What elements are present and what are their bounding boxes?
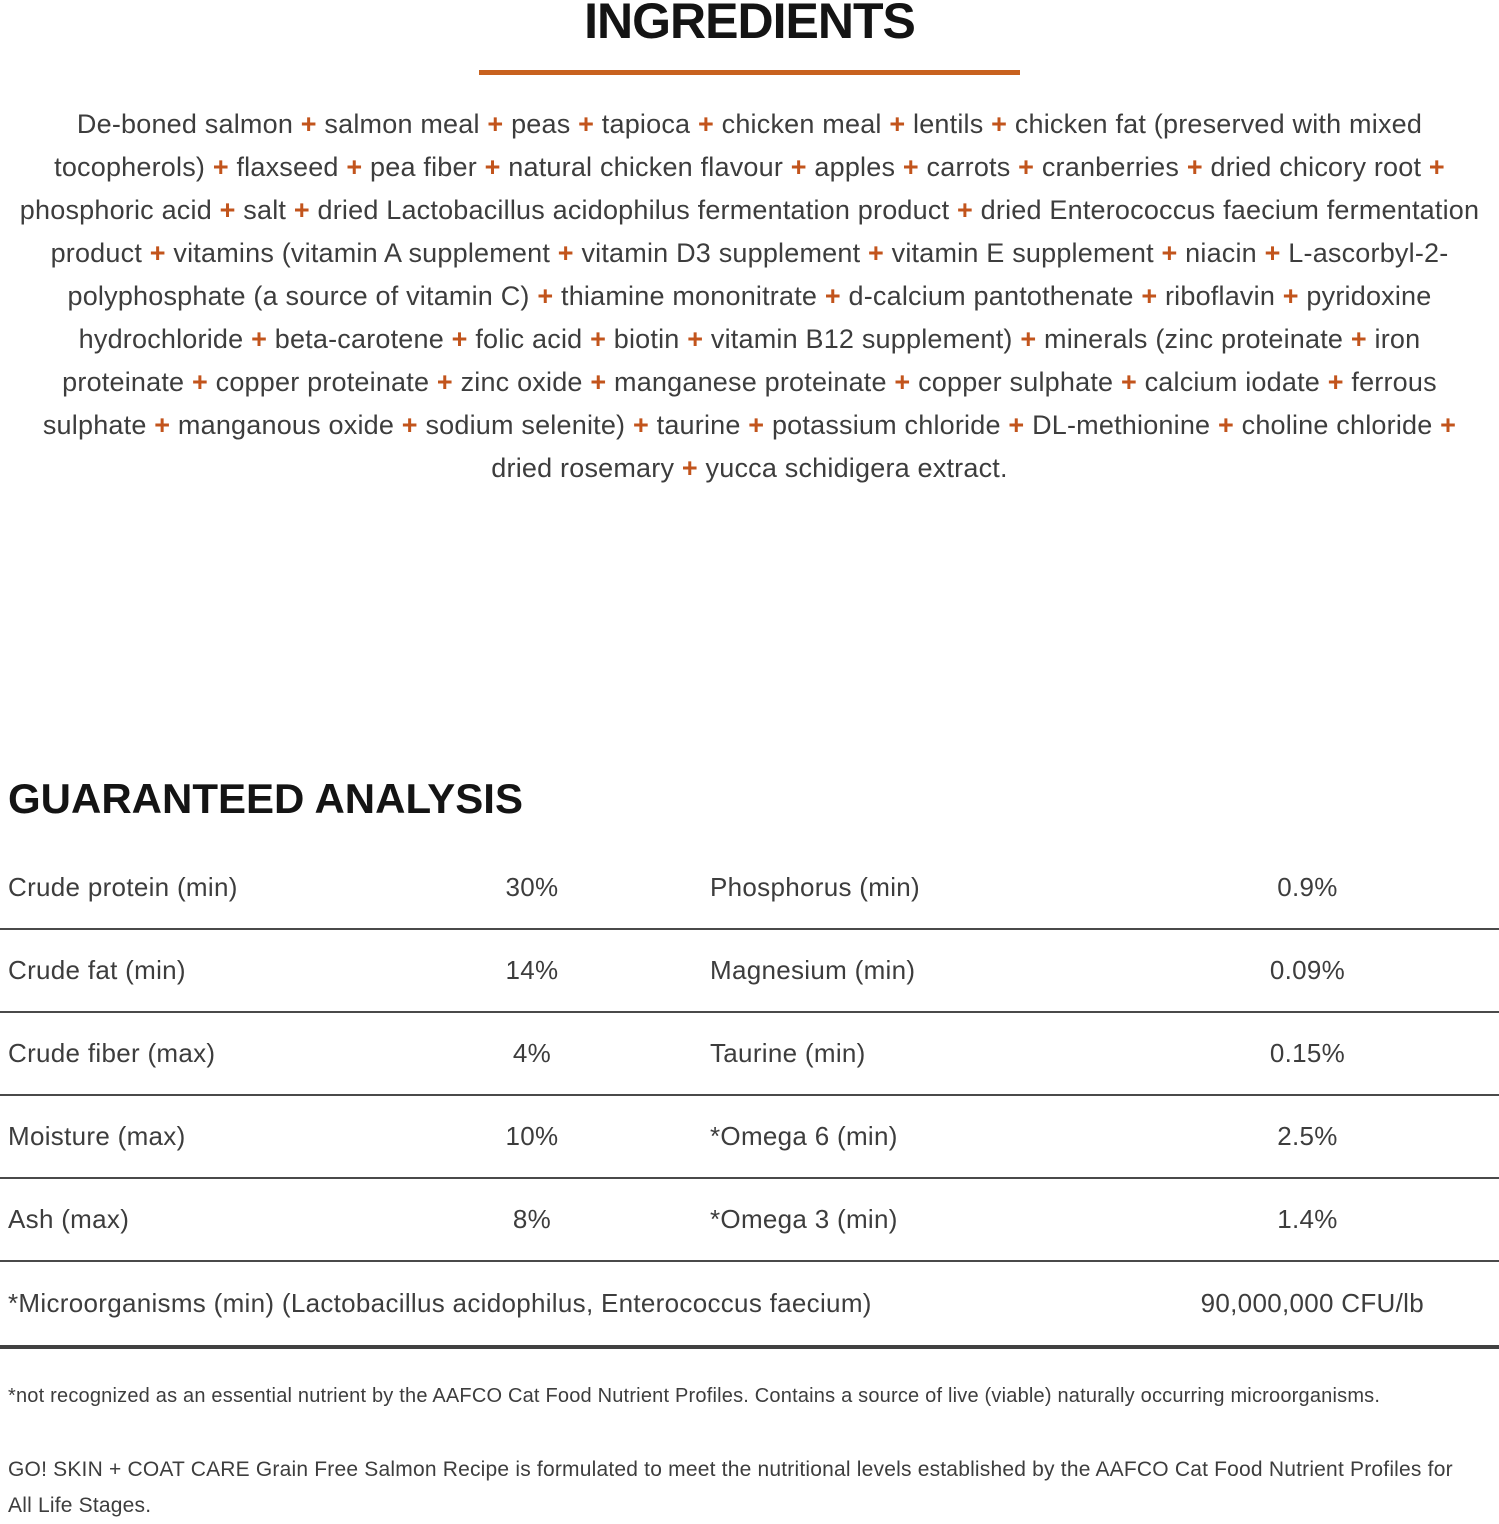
plus-separator-icon: + [1282, 281, 1299, 311]
ingredient-item: chicken fat (preserved with mixed tocopherols) [54, 109, 1423, 182]
plus-separator-icon: + [790, 152, 807, 182]
analysis-label: *Microorganisms (min) (Lactobacillus acidophilus, Enterococcus faecium) [8, 1288, 872, 1318]
plus-separator-icon: + [1020, 324, 1037, 354]
ingredients-paragraph [18, 103, 1482, 490]
table-row [0, 847, 1499, 930]
analysis-value: 90,000,000 CFU/lb [1200, 1288, 1424, 1318]
plus-separator-icon: + [889, 109, 906, 139]
ingredient-item: biotin [613, 324, 680, 354]
ingredient-item: L-ascorbyl-2-polyphosphate (a source of vitamin C) [67, 238, 1449, 311]
ingredient-item: cranberries [1041, 152, 1180, 182]
ingredient-item: copper sulphate [918, 367, 1114, 397]
ingredient-item: salt [243, 195, 287, 225]
analysis-value: 1.4% [1277, 1204, 1338, 1234]
ingredient-item: carrots [926, 152, 1011, 182]
ingredient-item: phosphoric acid [19, 195, 212, 225]
analysis-label: Crude protein (min) [8, 872, 238, 902]
ingredient-item: choline chloride [1241, 410, 1433, 440]
ingredient-item: peas [511, 109, 571, 139]
ingredient-item: apples [814, 152, 896, 182]
ingredient-item: salmon meal [324, 109, 480, 139]
ingredient-item: pyridoxine hydrochloride [78, 281, 1432, 354]
ingredient-item: beta-carotene [274, 324, 444, 354]
ingredient-item: vitamin D3 supplement [581, 238, 861, 268]
plus-separator-icon: + [1120, 367, 1137, 397]
ingredients-section [0, 0, 1499, 490]
analysis-label: *Omega 3 (min) [710, 1204, 898, 1234]
ingredient-item: vitamin B12 supplement) [710, 324, 1013, 354]
ingredient-item: minerals (zinc proteinate [1044, 324, 1344, 354]
analysis-label: Crude fat (min) [8, 955, 186, 985]
plus-separator-icon: + [293, 195, 310, 225]
plus-separator-icon: + [451, 324, 468, 354]
plus-separator-icon: + [484, 152, 501, 182]
table-row [0, 930, 1499, 1013]
plus-separator-icon: + [1161, 238, 1178, 268]
plus-separator-icon: + [590, 324, 607, 354]
plus-separator-icon: + [487, 109, 504, 139]
guaranteed-analysis-section [0, 775, 1499, 1349]
plus-separator-icon: + [1008, 410, 1025, 440]
analysis-value: 0.15% [1269, 1038, 1346, 1068]
ingredient-item: manganese proteinate [614, 367, 887, 397]
footnote-formulation: GO! SKIN + COAT CARE Grain Free Salmon Recipe is formulated to meet the nutritional levels established by the AAFCO Cat Food Nutrient Profiles for All Life Stages. [8, 1458, 1453, 1517]
plus-separator-icon: + [590, 367, 607, 397]
plus-separator-icon: + [632, 410, 649, 440]
analysis-label: *Omega 6 (min) [710, 1121, 898, 1151]
analysis-value: 8% [512, 1204, 552, 1234]
ingredient-item: folic acid [475, 324, 583, 354]
analysis-value: 0.09% [1269, 955, 1346, 985]
ingredient-item: thiamine mononitrate [561, 281, 818, 311]
ingredients-divider [479, 70, 1020, 75]
ingredient-item: yucca schidigera extract. [705, 453, 1008, 483]
ingredient-item: dried rosemary [491, 453, 675, 483]
ingredient-item: vitamin E supplement [891, 238, 1154, 268]
plus-separator-icon: + [681, 453, 698, 483]
ingredient-item: vitamins (vitamin A supplement [173, 238, 551, 268]
ingredient-item: tapioca [601, 109, 691, 139]
plus-separator-icon: + [1350, 324, 1367, 354]
ingredient-item: copper proteinate [215, 367, 430, 397]
plus-separator-icon: + [436, 367, 453, 397]
ingredient-item: De-boned salmon [76, 109, 294, 139]
ingredient-item: chicken meal [721, 109, 882, 139]
plus-separator-icon: + [578, 109, 595, 139]
ingredient-item: pea fiber [370, 152, 477, 182]
ingredient-item: sodium selenite) [425, 410, 626, 440]
plus-separator-icon: + [154, 410, 171, 440]
plus-separator-icon: + [991, 109, 1008, 139]
plus-separator-icon: + [1327, 367, 1344, 397]
guaranteed-analysis-title: GUARANTEED ANALYSIS [8, 775, 523, 822]
ingredient-item: dried Lactobacillus acidophilus fermentation product [317, 195, 950, 225]
plus-separator-icon: + [894, 367, 911, 397]
analysis-label: Crude fiber (max) [8, 1038, 216, 1068]
plus-separator-icon: + [300, 109, 317, 139]
analysis-label: Taurine (min) [710, 1038, 866, 1068]
plus-separator-icon: + [867, 238, 884, 268]
ingredient-item: calcium iodate [1144, 367, 1320, 397]
plus-separator-icon: + [697, 109, 714, 139]
ingredient-item: d-calcium pantothenate [848, 281, 1134, 311]
plus-separator-icon: + [557, 238, 574, 268]
plus-separator-icon: + [1186, 152, 1203, 182]
ingredient-item: manganous oxide [177, 410, 395, 440]
plus-separator-icon: + [1018, 152, 1035, 182]
analysis-value: 4% [512, 1038, 552, 1068]
ingredient-item: potassium chloride [771, 410, 1001, 440]
table-row [0, 1096, 1499, 1179]
plus-separator-icon: + [149, 238, 166, 268]
plus-separator-icon: + [212, 152, 229, 182]
analysis-value: 30% [505, 872, 559, 902]
ingredient-item: ferrous sulphate [42, 367, 1437, 440]
analysis-value: 2.5% [1277, 1121, 1338, 1151]
ingredient-item: zinc oxide [460, 367, 583, 397]
analysis-label: Magnesium (min) [710, 955, 916, 985]
plus-separator-icon: + [1264, 238, 1281, 268]
plus-separator-icon: + [748, 410, 765, 440]
plus-separator-icon: + [1141, 281, 1158, 311]
plus-separator-icon: + [1217, 410, 1234, 440]
plus-separator-icon: + [1440, 410, 1457, 440]
ingredient-item: dried chicory root [1210, 152, 1422, 182]
ingredient-item: niacin [1185, 238, 1257, 268]
analysis-label: Ash (max) [8, 1204, 130, 1234]
plus-separator-icon: + [1428, 152, 1445, 182]
ingredient-item: DL-methionine [1032, 410, 1211, 440]
plus-separator-icon: + [956, 195, 973, 225]
analysis-value: 10% [505, 1121, 559, 1151]
plus-separator-icon: + [251, 324, 268, 354]
analysis-label: Phosphorus (min) [710, 872, 920, 902]
plus-separator-icon: + [824, 281, 841, 311]
ingredients-title: INGREDIENTS [584, 0, 915, 49]
plus-separator-icon: + [537, 281, 554, 311]
analysis-value: 0.9% [1277, 872, 1338, 902]
ingredient-item: natural chicken flavour [508, 152, 784, 182]
microorganisms-row [0, 1262, 1499, 1349]
plus-separator-icon: + [687, 324, 704, 354]
plus-separator-icon: + [401, 410, 418, 440]
ingredient-item: iron proteinate [62, 324, 1421, 397]
ingredient-item: riboflavin [1164, 281, 1276, 311]
footnote-aafco: *not recognized as an essential nutrient by the AAFCO Cat Food Nutrient Profiles. Contains a source of live (viable) naturally occurring microorganisms. [8, 1385, 1381, 1407]
ingredient-item: dried Enterococcus faecium fermentation product [50, 195, 1480, 268]
table-row [0, 1179, 1499, 1262]
plus-separator-icon: + [346, 152, 363, 182]
table-row [0, 1013, 1499, 1096]
plus-separator-icon: + [191, 367, 208, 397]
ingredient-item: lentils [913, 109, 984, 139]
ingredient-item: flaxseed [236, 152, 339, 182]
plus-separator-icon: + [902, 152, 919, 182]
analysis-label: Moisture (max) [8, 1121, 186, 1151]
plus-separator-icon: + [219, 195, 236, 225]
guaranteed-analysis-table [0, 847, 1499, 1349]
ingredient-item: taurine [656, 410, 741, 440]
analysis-value: 14% [505, 955, 559, 985]
